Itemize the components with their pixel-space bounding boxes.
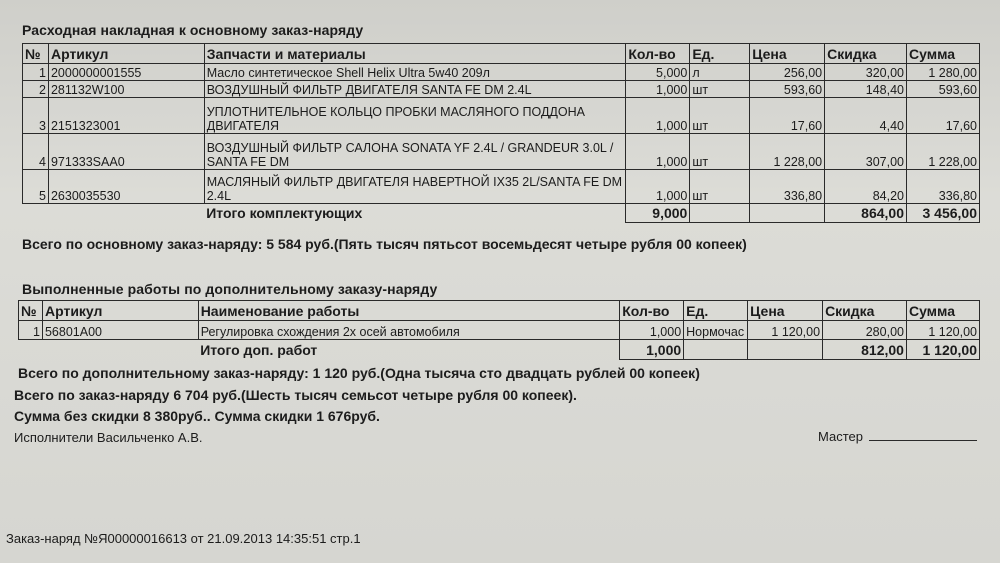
col-header-unit: Ед. <box>690 44 750 64</box>
col-header-num: № <box>23 44 49 64</box>
row-qty: 1,000 <box>626 98 690 134</box>
row-article: 2630035530 <box>48 170 204 204</box>
parts-total-label: Итого комплектующих <box>206 205 363 222</box>
row-price: 256,00 <box>750 64 825 81</box>
row-sum: 336,80 <box>907 170 980 204</box>
row-unit: шт <box>690 98 750 134</box>
col-header-discount: Скидка <box>823 301 907 321</box>
row-unit: шт <box>690 170 750 204</box>
col-header-article: Артикул <box>48 44 204 64</box>
row-name: УПЛОТНИТЕЛЬНОЕ КОЛЬЦО ПРОБКИ МАСЛЯНОГО ПОДДОНА ДВИГАТЕЛЯ <box>204 98 626 134</box>
works-total-sum: 1 120,00 <box>906 340 979 360</box>
row-unit: л <box>690 64 750 81</box>
row-discount: 4,40 <box>825 98 907 134</box>
row-qty: 1,000 <box>626 170 690 204</box>
row-qty: 1,000 <box>626 81 690 98</box>
table-row <box>23 64 980 81</box>
parts-total-discount: 864,00 <box>825 204 907 223</box>
row-price: 1 120,00 <box>748 321 823 340</box>
works-summary: Всего по дополнительному заказ-наряду: 1 120 руб.(Одна тысяча сто двадцать рублей 00 копеек) <box>18 365 700 381</box>
works-total-row <box>19 340 980 360</box>
row-discount: 148,40 <box>825 81 907 98</box>
row-num: 1 <box>19 321 43 340</box>
col-header-article: Артикул <box>42 301 198 321</box>
works-table <box>18 300 980 360</box>
signature-line <box>869 428 977 441</box>
works-total-qty: 1,000 <box>620 340 684 360</box>
row-article: 56801A00 <box>42 321 198 340</box>
col-header-num: № <box>19 301 43 321</box>
parts-total-row <box>23 204 980 223</box>
parts-header-row <box>23 44 980 64</box>
row-qty: 1,000 <box>626 134 690 170</box>
order-footer: Заказ-наряд №Я00000016613 от 21.09.2013 14:35:51 стр.1 <box>6 531 361 546</box>
row-discount: 320,00 <box>825 64 907 81</box>
table-row <box>23 170 980 204</box>
master-signature <box>818 428 977 444</box>
row-qty: 1,000 <box>620 321 684 340</box>
col-header-parts: Запчасти и материалы <box>204 44 626 64</box>
row-sum: 1 280,00 <box>907 64 980 81</box>
row-unit: Нормочас <box>684 321 748 340</box>
col-header-sum: Сумма <box>906 301 979 321</box>
row-num: 1 <box>23 64 49 81</box>
col-header-sum: Сумма <box>907 44 980 64</box>
row-discount: 84,20 <box>825 170 907 204</box>
works-header-row <box>19 301 980 321</box>
works-total-discount: 812,00 <box>823 340 907 360</box>
row-article: 971333SAA0 <box>48 134 204 170</box>
row-price: 593,60 <box>750 81 825 98</box>
grand-total: Всего по заказ-наряду 6 704 руб.(Шесть тысяч семьсот четыре рубля 00 копеек). <box>14 387 577 403</box>
col-header-discount: Скидка <box>825 44 907 64</box>
table-row <box>23 134 980 170</box>
parts-summary: Всего по основному заказ-наряду: 5 584 руб.(Пять тысяч пятьсот восемьдесят четыре рубля 00 копеек) <box>22 236 747 252</box>
row-name: Масло синтетическое Shell Helix Ultra 5w40 209л <box>204 64 626 81</box>
parts-table <box>22 43 980 223</box>
row-num: 2 <box>23 81 49 98</box>
row-name: ВОЗДУШНЫЙ ФИЛЬТР САЛОНА SONATA YF 2.4L / GRANDEUR 3.0L / SANTA FE DM <box>204 134 626 170</box>
row-num: 4 <box>23 134 49 170</box>
executors: Исполнители Васильченко А.В. <box>14 430 203 445</box>
row-article: 2000000001555 <box>48 64 204 81</box>
col-header-price: Цена <box>748 301 823 321</box>
master-label: Мастер <box>818 429 863 444</box>
works-section-title: Выполненные работы по дополнительному заказу-наряду <box>22 281 438 297</box>
row-discount: 280,00 <box>823 321 907 340</box>
row-unit: шт <box>690 134 750 170</box>
table-row <box>23 98 980 134</box>
table-row <box>23 81 980 98</box>
parts-total-qty: 9,000 <box>626 204 690 223</box>
row-article: 2151323001 <box>48 98 204 134</box>
no-discount-summary: Сумма без скидки 8 380руб.. Сумма скидки 1 676руб. <box>14 408 380 424</box>
parts-total-sum: 3 456,00 <box>907 204 980 223</box>
col-header-unit: Ед. <box>684 301 748 321</box>
row-sum: 17,60 <box>907 98 980 134</box>
row-num: 3 <box>23 98 49 134</box>
row-sum: 593,60 <box>907 81 980 98</box>
row-name: МАСЛЯНЫЙ ФИЛЬТР ДВИГАТЕЛЯ НАВЕРТНОЙ IX35 2L/SANTA FE DM 2.4L <box>204 170 626 204</box>
row-unit: шт <box>690 81 750 98</box>
row-num: 5 <box>23 170 49 204</box>
row-name: ВОЗДУШНЫЙ ФИЛЬТР ДВИГАТЕЛЯ SANTA FE DM 2.4L <box>204 81 626 98</box>
row-price: 1 228,00 <box>750 134 825 170</box>
row-sum: 1 120,00 <box>906 321 979 340</box>
parts-section-title: Расходная накладная к основному заказ-наряду <box>22 22 364 38</box>
col-header-work: Наименование работы <box>198 301 620 321</box>
row-price: 336,80 <box>750 170 825 204</box>
row-discount: 307,00 <box>825 134 907 170</box>
col-header-qty: Кол-во <box>620 301 684 321</box>
col-header-qty: Кол-во <box>626 44 690 64</box>
row-article: 281132W100 <box>48 81 204 98</box>
works-total-label: Итого доп. работ <box>200 341 318 358</box>
row-sum: 1 228,00 <box>907 134 980 170</box>
row-name: Регулировка схождения 2х осей автомобиля <box>198 321 620 340</box>
table-row <box>19 321 980 340</box>
col-header-price: Цена <box>750 44 825 64</box>
row-price: 17,60 <box>750 98 825 134</box>
row-qty: 5,000 <box>626 64 690 81</box>
